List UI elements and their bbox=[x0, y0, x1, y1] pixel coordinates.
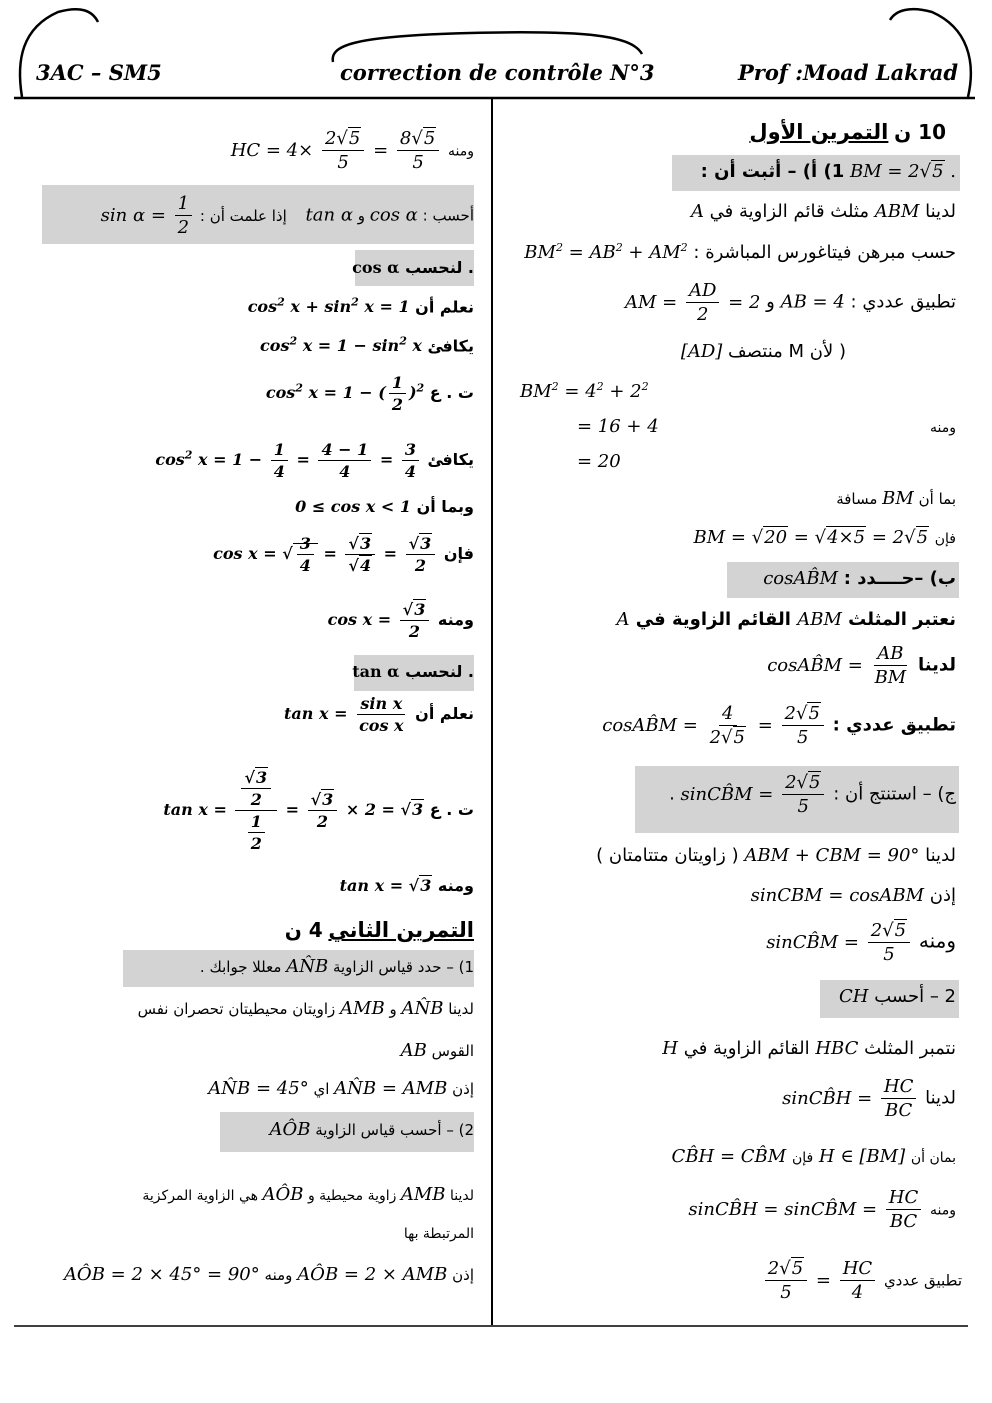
left-line-16: المرتبطة بها bbox=[403, 1226, 474, 1242]
right-line-19: ومنه sinCB̂H = sinCB̂M = $\frac{HC}{BC}$ bbox=[688, 1187, 956, 1232]
left-line-7: فإن cos x = √ $\frac{3}{4}$ = √ 3 √ 4 = √ $\frac{3}{2}$ bbox=[187, 534, 474, 575]
right-line-14: إذن sinCBM = cosABM bbox=[750, 885, 956, 906]
ex2-question-2: 2) – أحسب قياس الزاوية AÔB bbox=[269, 1119, 474, 1140]
right-line-2: حسب مبرهن فيتاغورس المباشرة : $BM^2 = AB^2 + AM^2$ bbox=[524, 241, 956, 263]
left-line-1: ومنه HC = 4× $\frac{2√ 5}{5}$ = $\frac{8√ 5}{5}$ bbox=[201, 128, 474, 173]
am-formula: AM = $\frac{AD}{2}$ = 2 bbox=[625, 280, 761, 325]
exercise-2-points: 4 ن bbox=[284, 918, 323, 942]
left-line-14: إذن AN̂B = AMB اي AN̂B = 45° bbox=[208, 1078, 474, 1099]
right-line-6: = 16 + 4 bbox=[577, 416, 659, 437]
right-line-3: تطبيق عددي : AB = 4 و AM = $\frac{AD}{2}$ = 2 bbox=[625, 280, 956, 325]
right-line-5: $BM^2 = 4^2 + 2^2$ bbox=[520, 380, 649, 402]
right-line-6-label: ومنه bbox=[930, 420, 956, 436]
right-line-12: تطبيق عددي : cosAB̂M = $\frac{4}{2√ 5}$ = $\frac{2√ 5}{5}$ bbox=[602, 703, 956, 748]
left-line-6: وبما أن 0 ≤ cos x < 1 bbox=[295, 497, 474, 516]
calc-tan-heading: . لنحسب tan α bbox=[352, 662, 474, 681]
exercise-1-points: 10 ن bbox=[894, 120, 946, 144]
left-line-3: يكافئ $\cos^2 x = 1 - \sin^2 x$ bbox=[260, 335, 474, 356]
exercise-2-heading bbox=[285, 918, 474, 942]
question-1c: ج) – استنتج أن : sinCB̂M = $\frac{2√ 5}{5}$ . bbox=[669, 772, 956, 817]
left-line-8: ومنه cos x = √ $\frac{3}{2}$ bbox=[300, 600, 474, 641]
right-line-7: = 20 bbox=[577, 451, 621, 472]
left-line-9: نعلم أن tan x = $\frac{\text{sin x}}{\text{cos x}}$ bbox=[284, 694, 474, 735]
right-line-18: بمان أن H ∈ [BM] فإن CB̂H = CB̂M bbox=[671, 1146, 956, 1167]
right-line-10: نعتبر المثلث ABM القائم الزاوية في A bbox=[616, 609, 956, 630]
exercise-1-heading bbox=[749, 120, 946, 144]
left-line-5: يكافئ $\cos^2 x = 1$ − $\frac{1}{4}$ = $\frac{4 - 1}{4}$ = $\frac{3}{4}$ bbox=[155, 440, 474, 481]
bm-result: BM = √ 20 = √ 4×5 = 2√ 5 bbox=[694, 527, 930, 548]
left-line-15: لدينا AMB زاوية محيطية و AÔB هي الزاوية المركزية bbox=[142, 1184, 474, 1205]
question-2: 2 – أحسب CH bbox=[839, 986, 956, 1007]
question-1b: ب) –حــــدد : cosAB̂M bbox=[763, 568, 956, 589]
exercise-1-title: التمرين الأول bbox=[749, 120, 889, 144]
class-label: 3AC – SM5 bbox=[36, 60, 162, 85]
left-line-17: إذن AÔB = 2 × AMB ومنه AÔB = 2 × 45° = 90° bbox=[63, 1264, 474, 1285]
right-line-4: ( لأن M منتصف [AD] bbox=[680, 341, 846, 362]
left-line-2: نعلم أن $\cos^2 x + \sin^2 x = 1$ bbox=[247, 296, 474, 317]
exercise-2-title: التمرين الثاني bbox=[328, 918, 474, 942]
left-line-12: لدينا AN̂B و AMB زاويتان محيطيتان تحصران نفس bbox=[137, 998, 474, 1019]
ex2-question-1: 1) – حدد قياس الزاوية AN̂B معللا جوابك . bbox=[199, 956, 474, 977]
right-line-1: لدينا ABM مثلث قائم الزاوية في A bbox=[690, 201, 956, 222]
right-line-9: فإن BM = √ 20 = √ 4×5 = 2√ 5 bbox=[694, 527, 957, 548]
question-1a-formula: BM = 2√ 5 bbox=[850, 161, 945, 182]
teacher-name: Prof :Moad Lakrad bbox=[738, 60, 959, 85]
right-line-11: لدينا cosAB̂M = $\frac{AB}{BM}$ bbox=[767, 643, 956, 688]
pythagoras-formula: $BM^2 = AB^2 + AM^2$ bbox=[524, 241, 688, 263]
right-line-16: نتمبر المثلث HBC القائم الزاوية في H bbox=[662, 1038, 956, 1059]
left-line-11: ومنه tan x = √ 3 bbox=[314, 876, 474, 895]
calc-cos-heading: . لنحسب cos α bbox=[352, 258, 474, 277]
left-line-10: ت . ع tan x = √ $\frac{\frac{3}{2}}{\frac{1}{2}}$ = √ $\frac{3}{2}$ × 2 = √ 3 bbox=[123, 768, 474, 853]
right-line-17: لدينا sinCB̂H = $\frac{HC}{BC}$ bbox=[782, 1076, 956, 1121]
left-line-4: ت . ع $\cos^2 x = 1$ − ( $\frac{1}{2}$ )$^2$ bbox=[265, 373, 474, 414]
right-line-20: تطبيق عددي $\frac{2√ 5}{5}$ = $\frac{HC}{4}$ bbox=[732, 1258, 962, 1303]
question-1a: 1) أ) – أثبت أن : BM = 2√ 5 . bbox=[701, 161, 956, 182]
right-line-13: لدينا ABM + CBM = 90° ( زاويتان متتامتان ) bbox=[596, 845, 956, 866]
task-line: أحسب : cos α و tan α إذا علمت أن : sin α = $\frac{1}{2}$ bbox=[100, 193, 474, 238]
left-line-13: القوس AB bbox=[400, 1040, 474, 1061]
right-line-8: بما أن BM مسافة bbox=[836, 488, 956, 509]
right-line-15: ومنه sinCB̂M = $\frac{2√ 5}{5}$ bbox=[766, 920, 956, 965]
document-title: correction de contrôle N°3 bbox=[340, 60, 655, 85]
